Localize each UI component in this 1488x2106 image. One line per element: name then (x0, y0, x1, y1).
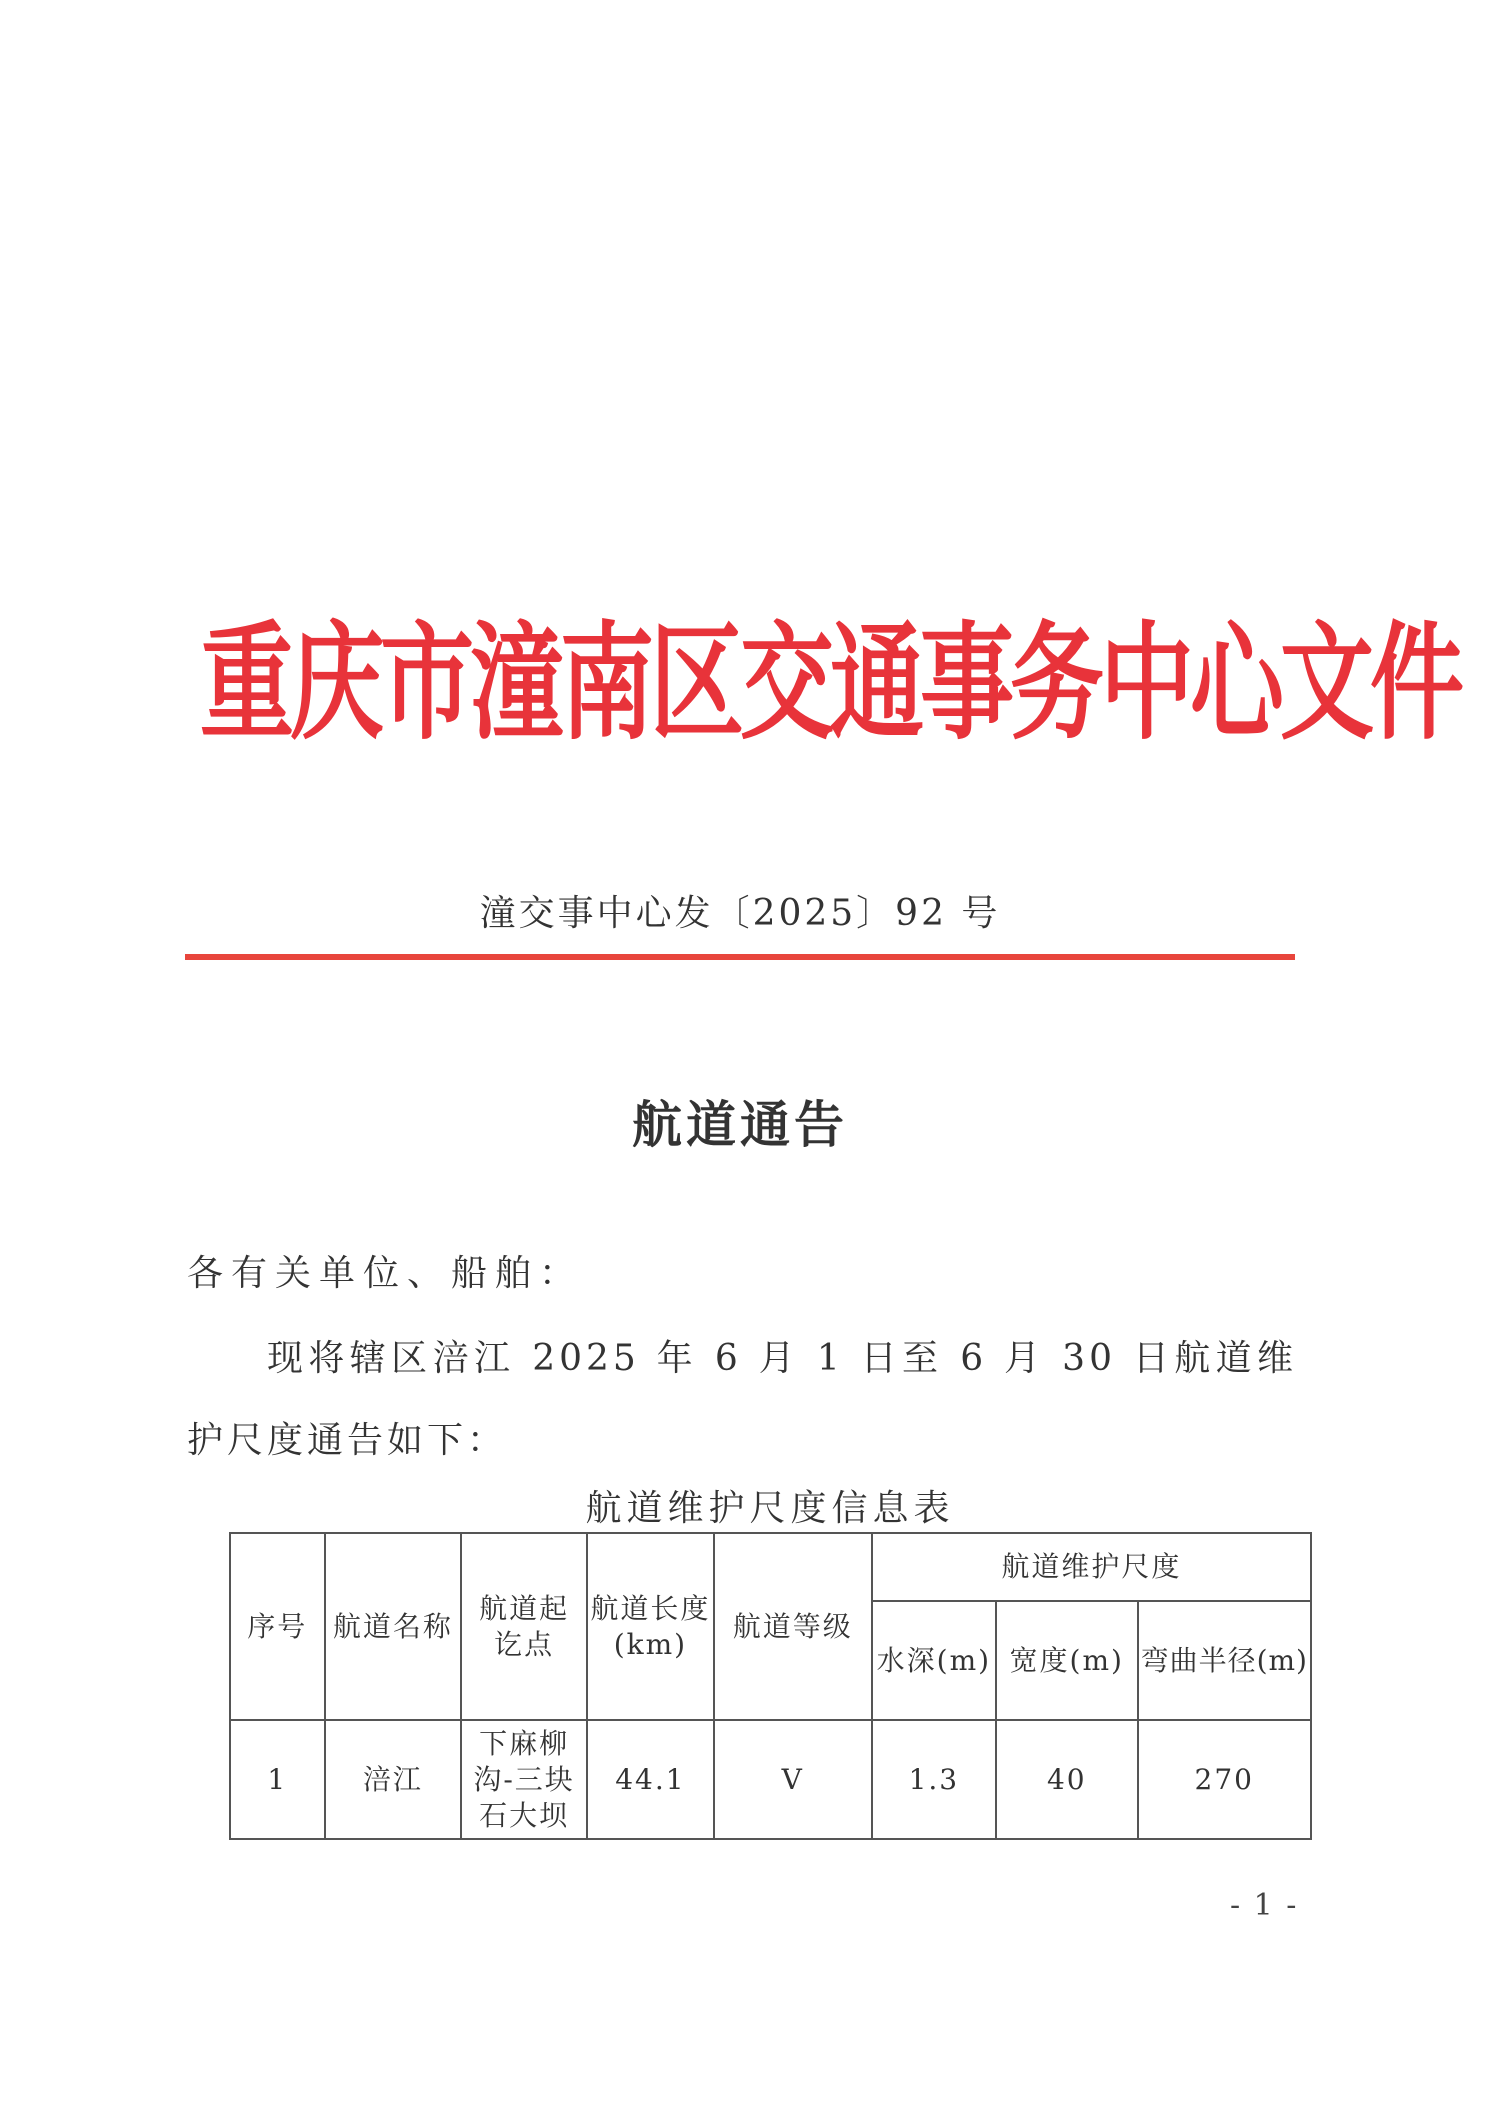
header-cell-depth: 水深(m) (872, 1601, 996, 1720)
table-header-row (230, 1533, 1311, 1601)
header-cell-start-end: 航道起讫点 (461, 1533, 587, 1720)
header-cell-seq: 序号 (230, 1533, 325, 1720)
cell-grade: V (714, 1720, 872, 1839)
document-number: 潼交事中心发〔2025〕92 号 (479, 893, 1001, 934)
cell-length: 44.1 (587, 1720, 714, 1839)
notice-body: 现将辖区涪江 2025 年 6 月 1 日至 6 月 30 日航道维护尺度通告如下： (187, 1338, 1297, 1461)
page-number: - 1 - (1230, 1888, 1299, 1923)
header-cell-dimension-group: 航道维护尺度 (872, 1533, 1311, 1601)
table-caption: 航道维护尺度信息表 (585, 1488, 955, 1529)
cell-depth: 1.3 (872, 1720, 996, 1839)
cell-name: 涪江 (325, 1720, 462, 1839)
cell-width: 40 (996, 1720, 1138, 1839)
salutation: 各有关单位、船舶： (187, 1253, 584, 1294)
header-cell-name: 航道名称 (325, 1533, 462, 1720)
header-cell-radius: 弯曲半径(m) (1138, 1601, 1311, 1720)
table-row (230, 1720, 1311, 1839)
header-cell-grade: 航道等级 (714, 1533, 872, 1720)
cell-radius: 270 (1138, 1720, 1311, 1839)
header-cell-length: 航道长度(km) (587, 1533, 714, 1720)
notice-title: 航道通告 (632, 1095, 848, 1154)
header-divider (185, 954, 1295, 960)
channel-dimension-table (229, 1532, 1312, 1840)
cell-start-end: 下麻柳沟-三块石大坝 (461, 1720, 587, 1839)
document-header-title: 重庆市潼南区交通事务中心文件 (200, 610, 1461, 758)
cell-seq: 1 (230, 1720, 325, 1839)
header-cell-width: 宽度(m) (996, 1601, 1138, 1720)
